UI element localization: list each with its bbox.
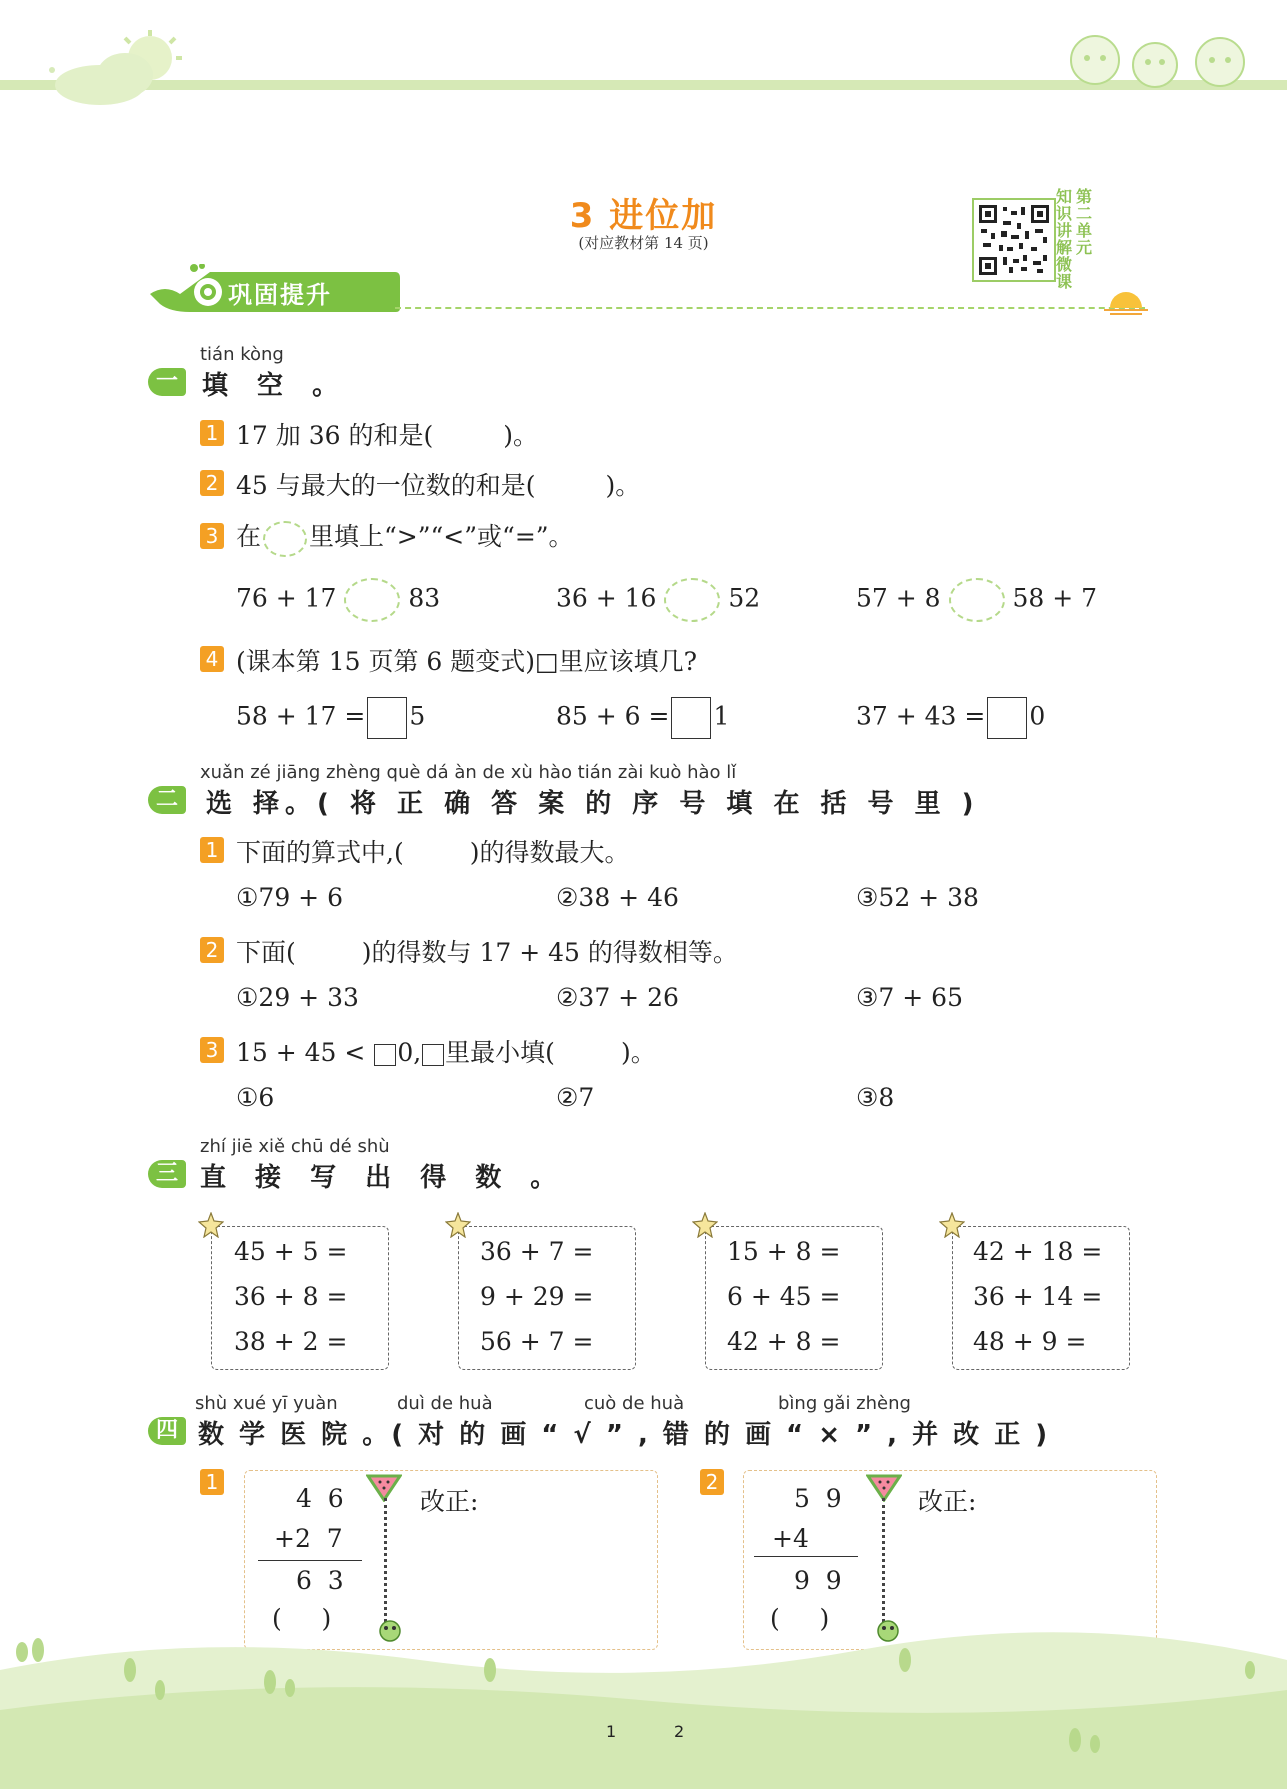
fill-item — [236, 697, 425, 739]
landscape-footer — [0, 1630, 1287, 1789]
item-number: 3 — [200, 523, 224, 549]
question-text: )的得数最大。 — [469, 838, 630, 867]
digit-box-input[interactable] — [367, 697, 407, 739]
section1-badge: 一 — [148, 368, 186, 396]
question-text: 45 与最大的一位数的和是( — [236, 471, 536, 500]
calc-item[interactable]: 38 + 2 = — [234, 1327, 348, 1356]
qr-side-char: 元 — [1076, 238, 1093, 257]
oval-blank — [263, 521, 307, 557]
question-text: 0, — [397, 1038, 422, 1067]
fill-item — [556, 697, 729, 739]
section4-title: 数 学 医 院 。( 对 的 画 “ √ ” , 错 的 画 “ × ” , 并 改 正 ) — [198, 1420, 1051, 1450]
calc-item[interactable]: 56 + 7 = — [480, 1327, 594, 1356]
vertical-calc-line: 6 3 — [296, 1566, 344, 1595]
question-text: 下面( — [236, 938, 296, 967]
qr-side-char: 微 — [1056, 255, 1073, 274]
section4-pinyin: duì de huà — [397, 1393, 493, 1414]
choice-option[interactable]: ③8 — [856, 1083, 895, 1112]
page-subtitle: (对应教材第 14 页) — [578, 234, 709, 252]
item-number: 1 — [200, 1469, 224, 1495]
qr-side-char: 讲 — [1056, 221, 1073, 240]
banner-divider — [395, 307, 1145, 309]
fill-left: 58 + 17 = — [236, 701, 366, 731]
item-number: 3 — [200, 1037, 224, 1063]
question-text: )。 — [620, 1038, 656, 1067]
star-icon — [692, 1212, 718, 1238]
item-number: 2 — [700, 1469, 724, 1495]
correction-area[interactable] — [918, 1520, 1138, 1630]
correction-label: 改正: — [420, 1487, 479, 1516]
calc-item[interactable]: 36 + 7 = — [480, 1237, 594, 1266]
choice-option[interactable]: ③7 + 65 — [856, 983, 963, 1012]
fill-item — [856, 697, 1045, 739]
question-1-1 — [236, 416, 538, 452]
section3-pinyin: zhí jiē xiě chū dé shù — [200, 1136, 390, 1157]
vertical-calc-line: 9 9 — [794, 1566, 842, 1595]
qr-side-char: 解 — [1056, 238, 1073, 257]
qr-side-char: 单 — [1076, 221, 1093, 240]
fill-left: 37 + 43 = — [856, 701, 986, 731]
fill-right: 5 — [409, 701, 426, 731]
sun-cloud-icon — [40, 30, 190, 105]
animal-faces-icon — [1060, 20, 1260, 90]
vertical-calc-line: 5 9 — [794, 1484, 842, 1513]
item-number: 1 — [200, 837, 224, 863]
question-text: (课本第 15 页第 6 题变式)□里应该填几? — [236, 647, 698, 676]
judge-blank[interactable]: ( ) — [770, 1604, 830, 1633]
compare-item — [856, 578, 1097, 622]
star-icon — [939, 1212, 965, 1238]
correction-area[interactable] — [420, 1520, 640, 1630]
star-icon — [198, 1212, 224, 1238]
compare-oval-input[interactable] — [344, 578, 400, 622]
section3-badge: 三 — [148, 1160, 186, 1188]
fill-left: 85 + 6 = — [556, 701, 670, 731]
section2-pinyin: xuǎn zé jiāng zhèng què dá àn de xù hào tián zài kuò hào lǐ — [200, 762, 737, 783]
vertical-calc-line: +2 7 — [274, 1524, 343, 1553]
compare-oval-input[interactable] — [664, 578, 720, 622]
compare-right: 83 — [408, 583, 441, 613]
compare-left: 57 + 8 — [856, 583, 941, 613]
banner-label: 巩固提升 — [228, 281, 332, 309]
calc-item[interactable]: 36 + 14 = — [973, 1282, 1103, 1311]
item-number: 4 — [200, 646, 224, 672]
calc-item[interactable]: 36 + 8 = — [234, 1282, 348, 1311]
page-number-right: 2 — [674, 1722, 685, 1741]
dotted-divider — [882, 1498, 885, 1622]
qr-side-char: 第 — [1076, 187, 1093, 206]
choice-option[interactable]: ①79 + 6 — [236, 883, 343, 912]
section4-pinyin: shù xué yī yuàn — [195, 1393, 338, 1414]
question-text: 在 — [236, 522, 262, 551]
vertical-calc-line: 4 6 — [296, 1484, 344, 1513]
choice-question-1 — [236, 833, 629, 869]
star-icon — [445, 1212, 471, 1238]
compare-left: 76 + 17 — [236, 583, 337, 613]
digit-box-input[interactable] — [987, 697, 1027, 739]
question-1-3 — [236, 517, 574, 557]
fill-right: 0 — [1029, 701, 1046, 731]
digit-box — [422, 1044, 444, 1066]
question-text: 里填上“>”“<”或“=”。 — [309, 522, 574, 551]
qr-side-char: 课 — [1056, 272, 1073, 291]
compare-right: 58 + 7 — [1012, 583, 1098, 613]
compare-item — [556, 578, 760, 622]
section4-badge: 四 — [148, 1417, 186, 1445]
calc-item[interactable]: 42 + 8 = — [727, 1327, 841, 1356]
vertical-calc-line: +4 — [772, 1524, 809, 1553]
item-number: 1 — [200, 420, 224, 446]
page-number-left: 1 — [606, 1722, 617, 1741]
qr-side-char: 二 — [1076, 204, 1093, 223]
qr-side-char — [1076, 273, 1094, 290]
choice-option[interactable]: ①6 — [236, 1083, 275, 1112]
choice-option[interactable]: ②38 + 46 — [556, 883, 679, 912]
item-number: 2 — [200, 937, 224, 963]
calc-item[interactable]: 9 + 29 = — [480, 1282, 594, 1311]
qr-side-char — [1076, 256, 1094, 273]
qr-side-char: 知 — [1056, 187, 1073, 206]
compare-right: 52 — [728, 583, 761, 613]
choice-question-2 — [236, 933, 738, 969]
section4-pinyin: bìng gǎi zhèng — [778, 1393, 911, 1414]
calc-rule — [258, 1560, 362, 1561]
dotted-divider — [384, 1498, 387, 1622]
section2-badge: 二 — [148, 786, 186, 814]
qr-side-char: 识 — [1056, 204, 1073, 223]
digit-box-input[interactable] — [671, 697, 711, 739]
fill-right: 1 — [713, 701, 730, 731]
sunset-icon — [1104, 288, 1148, 318]
qr-code-icon[interactable] — [972, 198, 1056, 282]
digit-box — [374, 1044, 396, 1066]
choice-option[interactable]: ③52 + 38 — [856, 883, 979, 912]
compare-oval-input[interactable] — [949, 578, 1005, 622]
question-text: )的得数与 17 + 45 的得数相等。 — [361, 938, 738, 967]
calc-item[interactable]: 15 + 8 = — [727, 1237, 841, 1266]
choice-question-3 — [236, 1033, 656, 1069]
compare-item — [236, 578, 440, 622]
question-text: 下面的算式中,( — [236, 838, 404, 867]
section1-title: 填 空 。 — [202, 371, 349, 401]
calc-item[interactable]: 6 + 45 = — [727, 1282, 841, 1311]
section3-title: 直 接 写 出 得 数 。 — [200, 1163, 567, 1193]
compare-left: 36 + 16 — [556, 583, 657, 613]
choice-option[interactable]: ②7 — [556, 1083, 595, 1112]
judge-blank[interactable]: ( ) — [272, 1604, 332, 1633]
section2-title: 选 择。( 将 正 确 答 案 的 序 号 填 在 括 号 里 ) — [206, 789, 980, 819]
qr-side-label — [1056, 188, 1100, 290]
item-number: 2 — [200, 470, 224, 496]
question-text: 15 + 45 < — [236, 1038, 366, 1067]
calc-rule — [754, 1556, 858, 1557]
correction-label: 改正: — [918, 1487, 977, 1516]
question-text: )。 — [503, 421, 538, 450]
page-title: 3 进位加 — [569, 196, 718, 236]
question-text: 17 加 36 的和是( — [236, 421, 434, 450]
choice-option[interactable]: ②37 + 26 — [556, 983, 679, 1012]
section1-pinyin: tián kòng — [200, 344, 284, 365]
calc-item[interactable]: 48 + 9 = — [973, 1327, 1087, 1356]
section4-pinyin: cuò de huà — [584, 1393, 685, 1414]
calc-item[interactable]: 42 + 18 = — [973, 1237, 1103, 1266]
question-text: 里最小填( — [445, 1038, 555, 1067]
question-text: )。 — [605, 471, 641, 500]
calc-item[interactable]: 45 + 5 = — [234, 1237, 348, 1266]
choice-option[interactable]: ①29 + 33 — [236, 983, 359, 1012]
question-1-2 — [236, 466, 640, 502]
